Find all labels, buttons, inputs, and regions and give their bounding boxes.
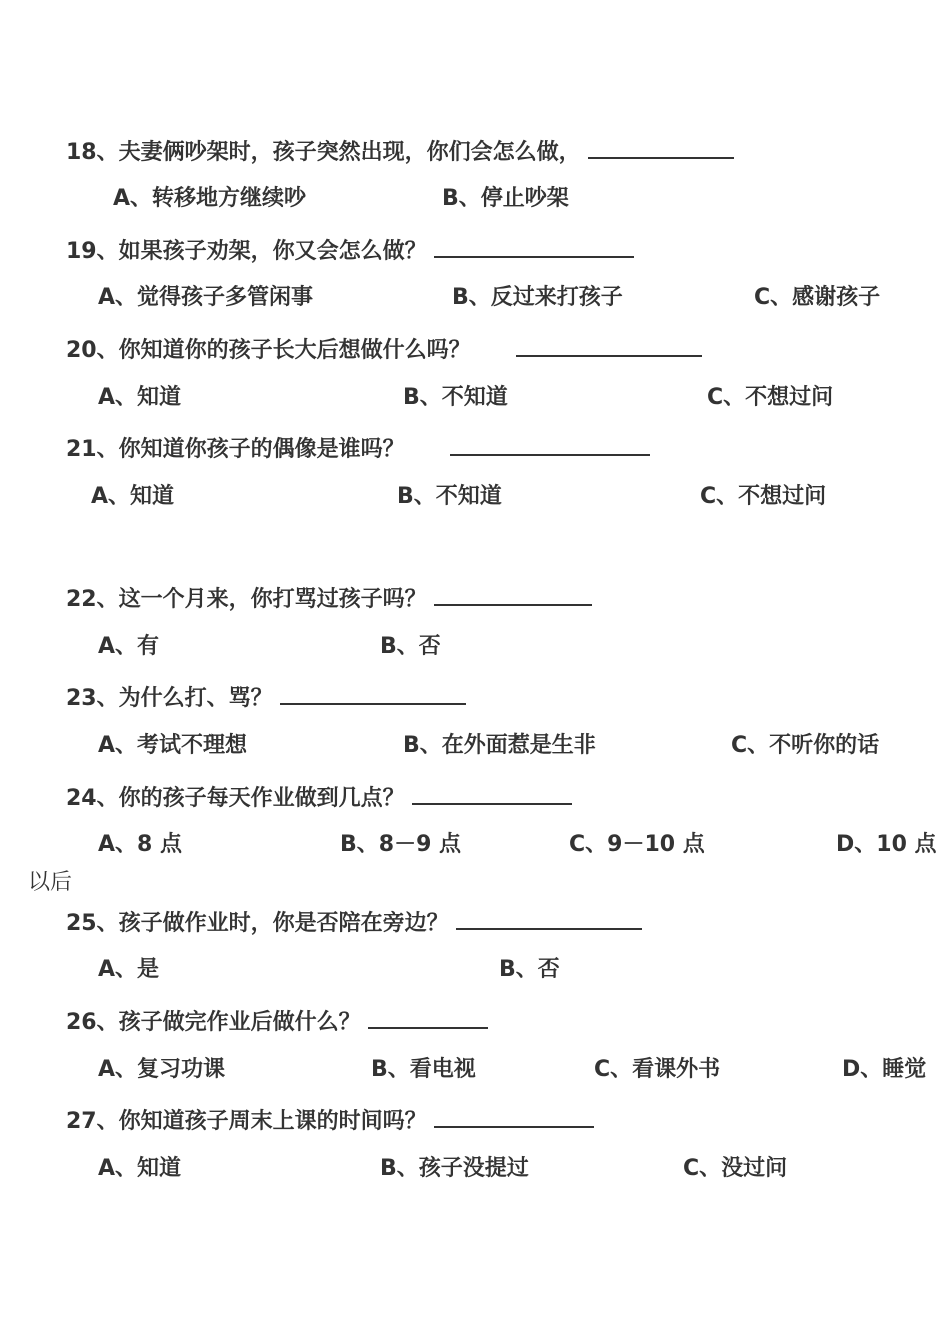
option-b: B、孩子没提过	[380, 1156, 529, 1181]
option-b: B、在外面惹是生非	[403, 733, 596, 758]
option-c: C、不想过问	[700, 484, 827, 509]
answer-blank[interactable]	[434, 234, 634, 258]
option-a: A、是	[98, 957, 160, 982]
option-a: A、转移地方继续吵	[113, 186, 307, 211]
question-27	[66, 1104, 594, 1137]
question-text: 19、如果孩子劝架，你又会怎么做？	[66, 239, 427, 264]
option-b: B、看电视	[371, 1057, 476, 1082]
option-b: B、否	[499, 957, 560, 982]
option-d: D、10 点	[836, 832, 937, 857]
question-21	[66, 432, 650, 465]
option-d: D、睡觉	[842, 1057, 927, 1082]
question-text: 24、你的孩子每天作业做到几点？	[66, 786, 405, 811]
question-24	[66, 781, 572, 814]
question-18	[66, 135, 734, 168]
answer-blank[interactable]	[516, 333, 702, 357]
answer-blank[interactable]	[368, 1005, 488, 1029]
question-25	[66, 906, 642, 939]
question-text: 22、这一个月来，你打骂过孩子吗？	[66, 587, 427, 612]
option-a: A、8 点	[98, 832, 182, 857]
option-c: C、没过问	[683, 1156, 788, 1181]
option-b: B、否	[380, 634, 441, 659]
question-text: 26、孩子做完作业后做什么？	[66, 1010, 361, 1035]
option-c: C、看课外书	[594, 1057, 721, 1082]
wrapped-text: 以后	[28, 870, 73, 895]
question-text: 18、夫妻俩吵架时，孩子突然出现，你们会怎么做，	[66, 140, 581, 165]
option-a: A、考试不理想	[98, 733, 248, 758]
option-c: C、感谢孩子	[754, 285, 881, 310]
question-text: 25、孩子做作业时，你是否陪在旁边？	[66, 911, 449, 936]
option-a: A、知道	[91, 484, 175, 509]
question-19	[66, 234, 634, 267]
option-b: B、8－9 点	[340, 832, 462, 857]
question-text: 20、你知道你的孩子长大后想做什么吗？	[66, 338, 471, 363]
option-b: B、停止吵架	[442, 186, 569, 211]
option-b: B、不知道	[403, 385, 508, 410]
option-a: A、有	[98, 634, 160, 659]
answer-blank[interactable]	[434, 1104, 594, 1128]
question-text: 23、为什么打、骂？	[66, 686, 273, 711]
option-b: B、不知道	[397, 484, 502, 509]
answer-blank[interactable]	[588, 135, 734, 159]
option-a: A、觉得孩子多管闲事	[98, 285, 314, 310]
question-text: 21、你知道你孩子的偶像是谁吗？	[66, 437, 405, 462]
option-c: C、9－10 点	[569, 832, 705, 857]
answer-blank[interactable]	[412, 781, 572, 805]
option-a: A、知道	[98, 1156, 182, 1181]
option-b: B、反过来打孩子	[452, 285, 623, 310]
option-c: C、不想过问	[707, 385, 834, 410]
option-c: C、不听你的话	[731, 733, 880, 758]
question-20	[66, 333, 702, 366]
question-23	[66, 681, 466, 714]
answer-blank[interactable]	[450, 432, 650, 456]
answer-blank[interactable]	[280, 681, 466, 705]
answer-blank[interactable]	[456, 906, 642, 930]
question-26	[66, 1005, 488, 1038]
option-a: A、知道	[98, 385, 182, 410]
option-a: A、复习功课	[98, 1057, 226, 1082]
answer-blank[interactable]	[434, 582, 592, 606]
question-text: 27、你知道孩子周末上课的时间吗？	[66, 1109, 427, 1134]
question-22	[66, 582, 592, 615]
